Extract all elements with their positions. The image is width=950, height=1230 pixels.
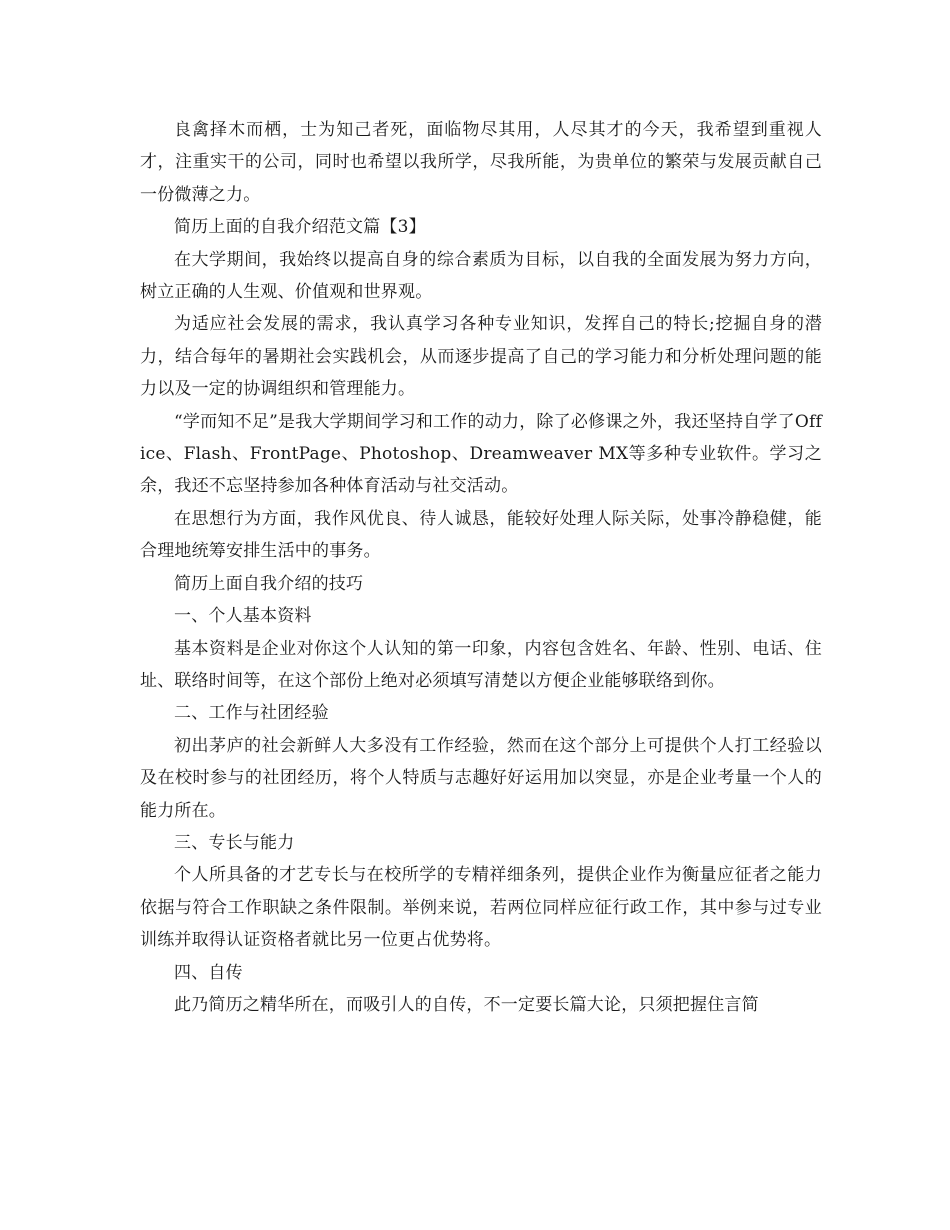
paragraph-basic-info: 基本资料是企业对你这个人认知的第一印象，内容包含姓名、年龄、性别、电话、住址、联络时间等，在这个部份上绝对必须填写清楚以方便企业能够联络到你。 [140,638,822,691]
paragraph-social-needs: 为适应社会发展的需求，我认真学习各种专业知识，发挥自己的特长;挖掘自身的潜力，结合每年的暑期社会实践机会，从而逐步提高了自己的学习能力和分析处理问题的能力以及一定的协调组织和管理能力。 [140,314,822,400]
subheading-autobiography: 四、自传 [174,962,243,983]
paragraph-intro: 良禽择木而栖，士为知己者死，面临物尽其用，人尽其才的今天，我希望到重视人才，注重实干的公司，同时也希望以我所学，尽我所能，为贵单位的繁荣与发展贡献自己一份微薄之力。 [140,120,822,205]
paragraph-conduct: 在思想行为方面，我作风优良、待人诚恳，能较好处理人际关际，处事冷静稳健，能合理地统筹安排生活中的事务。 [140,508,822,562]
paragraph-autobiography: 此乃简历之精华所在，而吸引人的自传，不一定要长篇大论，只须把握住言简 [174,994,759,1015]
paragraph-self-study: “学而知不足”是我大学期间学习和工作的动力，除了必修课之外，我还坚持自学了Office、Flash、FrontPage、Photoshop、Dreamweaver MX等多种专业软件。学习之余，我还不忘坚持参加各种体育活动与社交活动。 [140,411,822,497]
subheading-basic-info: 一、个人基本资料 [174,606,312,627]
subheading-work-experience: 二、工作与社团经验 [174,703,329,724]
document-body [140,114,822,1021]
paragraph-university: 在大学期间，我始终以提高自身的综合素质为目标，以自我的全面发展为努力方向，树立正确的人生观、价值观和世界观。 [140,249,822,303]
paragraph-work-experience: 初出茅庐的社会新鲜人大多没有工作经验，然而在这个部分上可提供个人打工经验以及在校时参与的社团经历，将个人特质与志趣好好运用加以突显，亦是企业考量一个人的能力所在。 [140,735,822,821]
section-title-sample-3: 简历上面的自我介绍范文篇【3】 [174,217,426,238]
subheading-skills: 三、专长与能力 [174,832,295,853]
paragraph-skills: 个人所具备的才艺专长与在校所学的专精祥细条列，提供企业作为衡量应征者之能力依据与符合工作职缺之条件限制。举例来说，若两位同样应征行政工作，其中参与过专业训练并取得认证资格者就比另一位更占优势将。 [140,865,822,951]
section-title-tips: 简历上面自我介绍的技巧 [174,573,364,594]
